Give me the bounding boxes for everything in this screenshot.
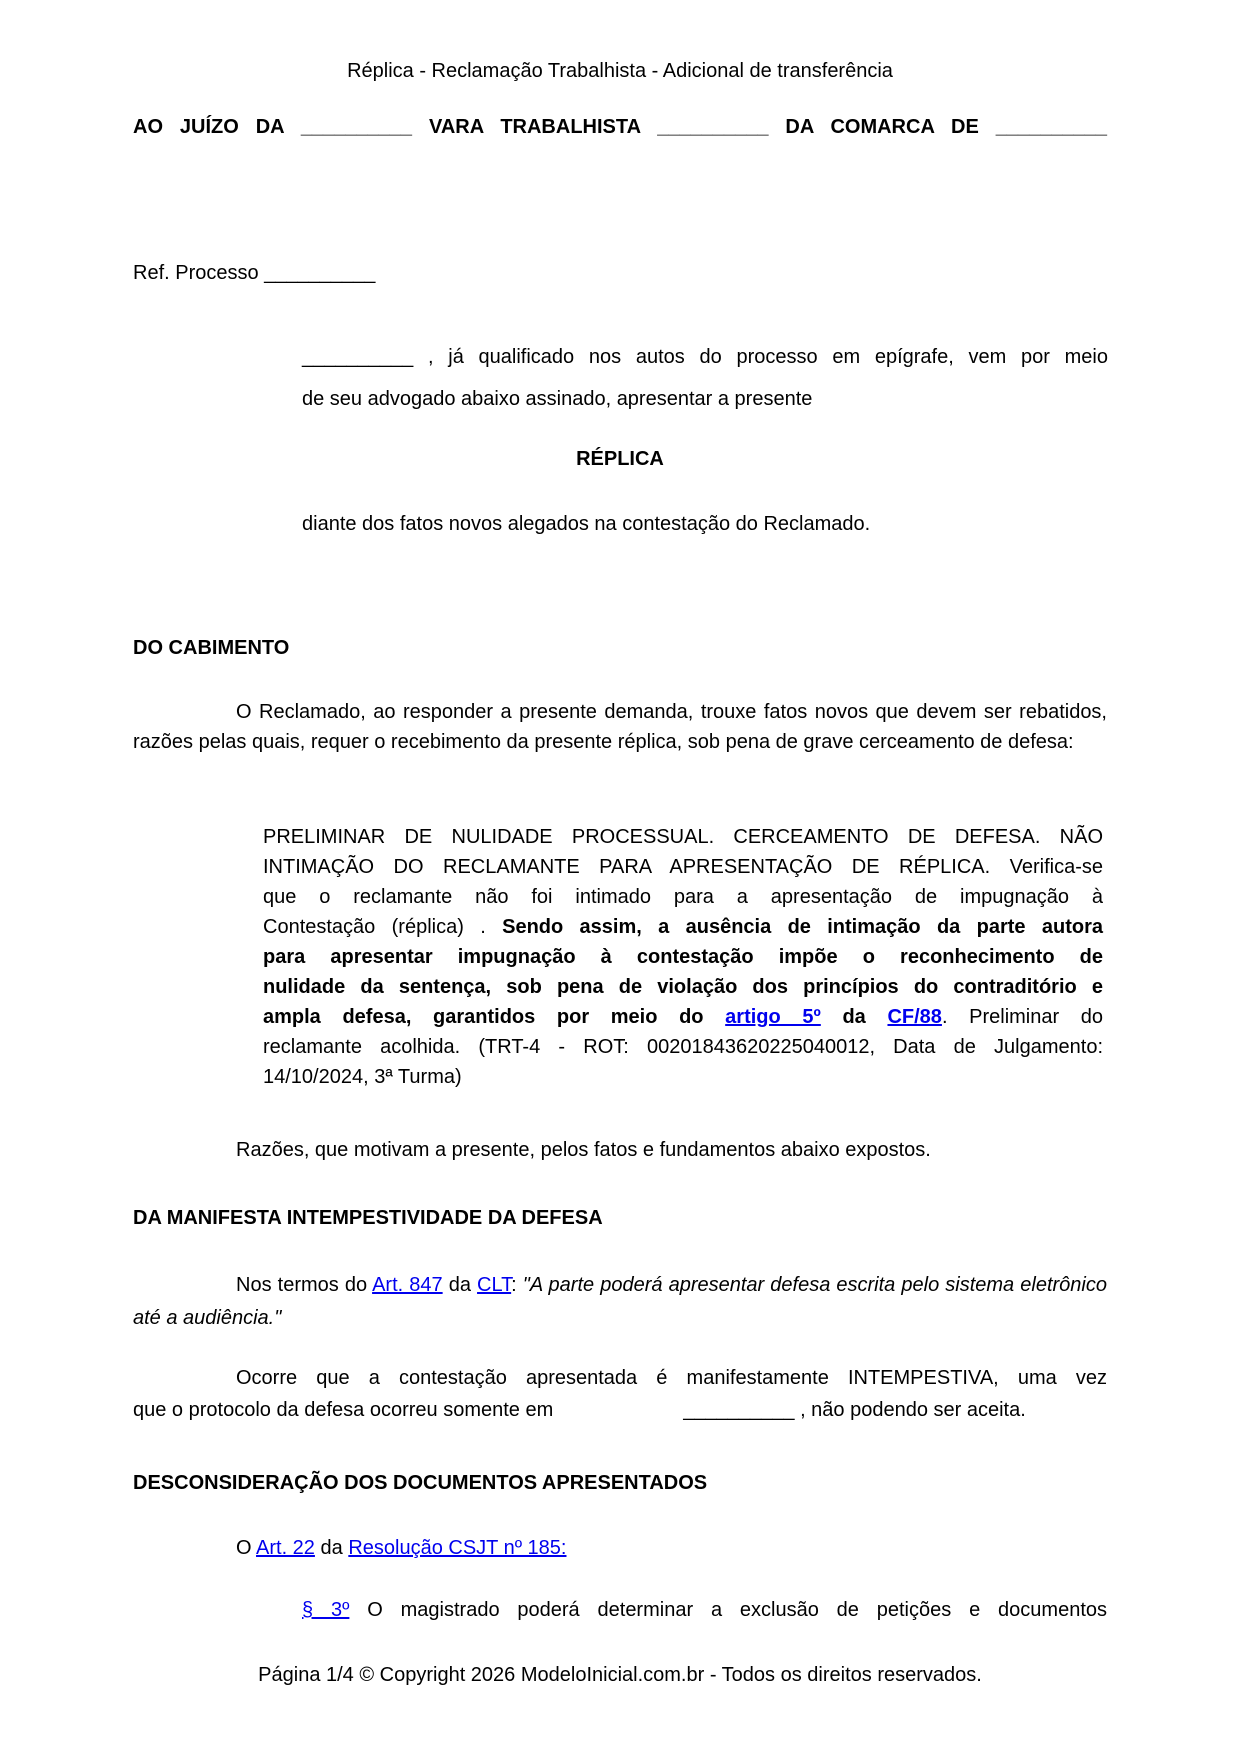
court-part-3: DA COMARCA DE — [785, 116, 979, 138]
ref-processo-line — [133, 258, 1107, 288]
court-blank-2: __________ — [657, 116, 769, 138]
intempestiva-paragraph — [133, 1362, 1107, 1426]
purpose-line: diante dos fatos novos alegados na contestação do Reclamado. — [302, 513, 871, 535]
cabimento-closing-line: Razões, que motivam a presente, pelos fatos e fundamentos abaixo expostos. — [236, 1139, 931, 1161]
link-resolucao-csjt-185[interactable]: Resolução CSJT nº 185: — [348, 1537, 567, 1559]
quote-line: para apresentar impugnação à contestação impõe o reconhecimento de — [263, 946, 1103, 968]
art22-pre-text: O — [236, 1537, 252, 1559]
intempestiva-line-2-post: , não podendo ser aceita. — [800, 1399, 1026, 1421]
intempestiva-line-1: Ocorre que a contestação apresentada é manifestamente INTEMPESTIVA, uma vez — [236, 1367, 1107, 1389]
ref-blank: __________ — [264, 262, 376, 284]
section-heading-cabimento: DO CABIMENTO — [133, 637, 290, 659]
section-heading-desconsideracao: DESCONSIDERAÇÃO DOS DOCUMENTOS APRESENTADOS — [133, 1472, 708, 1494]
page-footer: Página 1/4 © Copyright 2026 ModeloInicial.com.br - Todos os direitos reservados. — [258, 1664, 982, 1686]
link-paragrafo-3[interactable]: § 3º — [302, 1599, 350, 1621]
intro-line-2: de seu advogado abaixo assinado, apresentar a presente — [302, 388, 813, 410]
protocol-date-blank: __________ — [683, 1399, 795, 1421]
clt-quote-text: "A parte poderá apresentar defesa escrita pelo sistema eletrônico até a audiência." — [133, 1274, 1107, 1329]
clt-colon: : — [511, 1274, 517, 1296]
quote-line — [263, 912, 1103, 942]
court-blank-1: __________ — [300, 116, 413, 138]
link-cf88[interactable]: CF/88 — [887, 1006, 942, 1028]
quote-bold-text: da — [842, 1006, 866, 1028]
intro-line-1 — [302, 336, 1108, 378]
quote-normal-text: Contestação (réplica) . — [263, 916, 486, 938]
quote-bold-text: Sendo assim, a ausência de intimação da parte autora — [502, 916, 1103, 938]
quote-line: nulidade da sentença, sob pena de violação dos princípios do contraditório e — [263, 976, 1103, 998]
court-part-1: AO JUÍZO DA — [133, 116, 284, 138]
quote-line: reclamante acolhida. (TRT-4 - ROT: 00201843620225040012, Data de Julgamento: — [263, 1036, 1103, 1058]
paragrafo-3-text: O magistrado poderá determinar a exclusão de petições e documentos — [367, 1599, 1108, 1621]
court-address-line — [133, 112, 1107, 142]
party-name-blank: __________ — [302, 346, 414, 368]
clt-mid-text: da — [448, 1274, 471, 1296]
quote-line: que o reclamante não foi intimado para a apresentação de impugnação à — [263, 886, 1103, 908]
art22-paragraph — [133, 1533, 1107, 1563]
paragrafo-3-line — [302, 1595, 1107, 1625]
cabimento-paragraph: O Reclamado, ao responder a presente demanda, trouxe fatos novos que devem ser rebatidos, razões pelas quais, requer o recebimento da presente réplica, sob pena de grave cerceamento de defesa: — [133, 701, 1107, 753]
replica-heading: RÉPLICA — [576, 448, 664, 470]
jurisprudence-quote — [263, 822, 1103, 1092]
link-artigo-5[interactable]: artigo 5º — [725, 1006, 821, 1028]
court-blank-3: __________ — [995, 116, 1108, 138]
intro-paragraph — [302, 336, 1108, 420]
intempestiva-line-2-pre: que o protocolo da defesa ocorreu somente em — [133, 1399, 554, 1421]
ref-label: Ref. Processo — [133, 262, 259, 284]
clt-citation-paragraph — [133, 1269, 1107, 1335]
link-art-22[interactable]: Art. 22 — [256, 1537, 315, 1559]
intempestiva-line-2 — [133, 1394, 1107, 1426]
page-title: Réplica - Reclamação Trabalhista - Adicional de transferência — [347, 60, 893, 82]
link-art-847[interactable]: Art. 847 — [372, 1274, 443, 1296]
section-heading-intempestividade: DA MANIFESTA INTEMPESTIVIDADE DA DEFESA — [133, 1207, 603, 1229]
quote-line: PRELIMINAR DE NULIDADE PROCESSUAL. CERCEAMENTO DE DEFESA. NÃO — [263, 826, 1103, 848]
intro-line-1-text: , já qualificado nos autos do processo em epígrafe, vem por meio — [427, 346, 1108, 368]
quote-line: INTIMAÇÃO DO RECLAMANTE PARA APRESENTAÇÃO DE RÉPLICA. Verifica-se — [263, 856, 1103, 878]
quote-line — [263, 1002, 1103, 1032]
clt-pre-text: Nos termos do — [236, 1274, 368, 1296]
art22-mid-text: da — [320, 1537, 343, 1559]
quote-bold-text: ampla defesa, garantidos por meio do — [263, 1006, 704, 1028]
quote-normal-text: . Preliminar do — [941, 1006, 1104, 1028]
link-clt[interactable]: CLT — [477, 1274, 512, 1296]
quote-line: 14/10/2024, 3ª Turma) — [263, 1066, 462, 1088]
court-part-2: VARA TRABALHISTA — [428, 116, 641, 138]
